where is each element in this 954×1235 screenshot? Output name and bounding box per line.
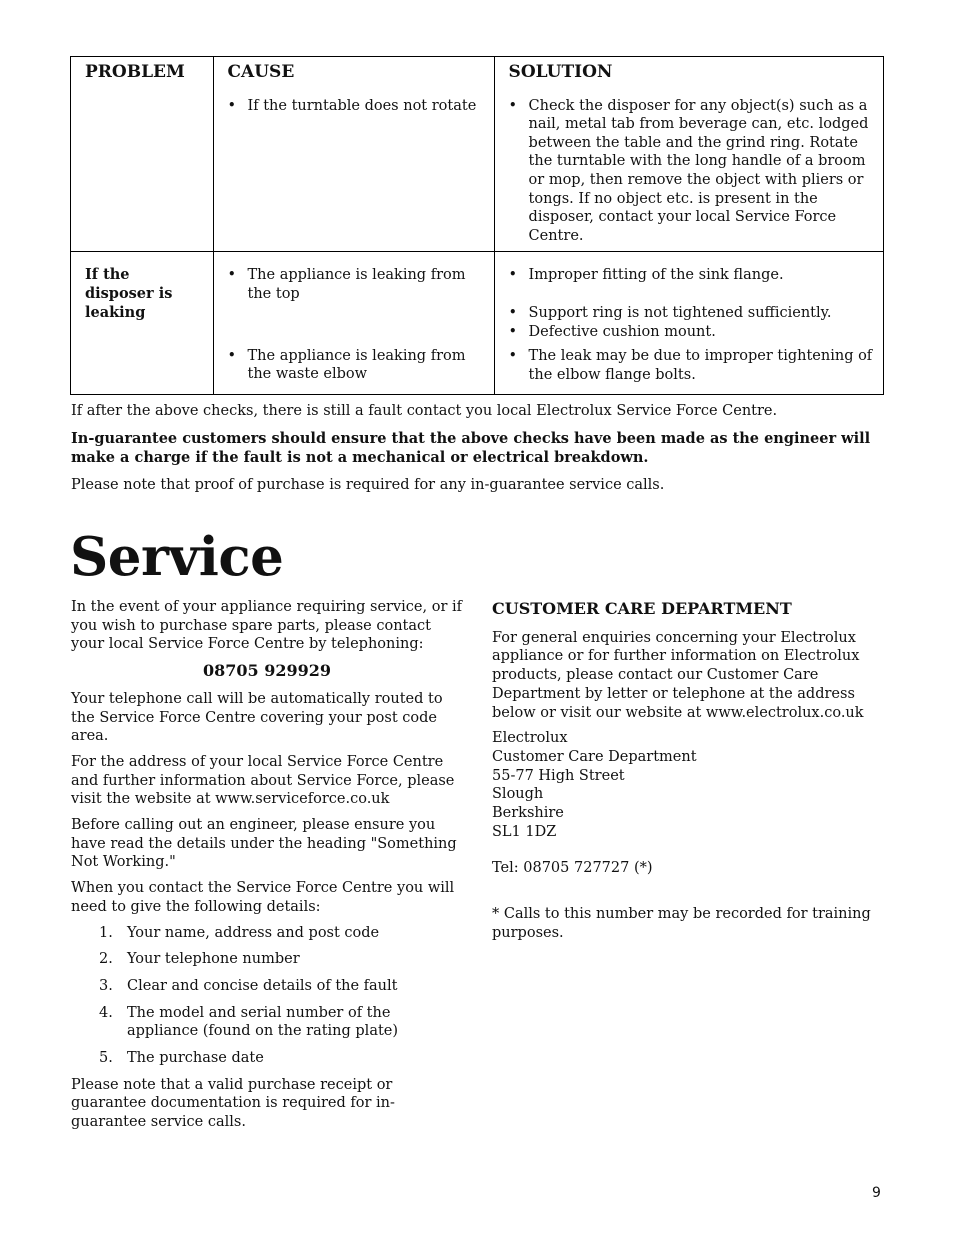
address-line: 55-77 High Street <box>492 767 625 784</box>
cause-item: • The appliance is leaking from the top <box>228 266 484 303</box>
problem-cell <box>71 252 214 395</box>
address-line: Electrolux <box>492 730 568 747</box>
address-line: Berkshire <box>492 805 564 822</box>
solution-item: • Improper fitting of the sink flange. <box>509 266 873 285</box>
receipt-note: Please note that a valid purchase receipt or guarantee documentation is required for in-guarantee service calls. <box>71 1076 395 1131</box>
problem-label: If the disposer is leaking <box>85 266 173 321</box>
customer-care-column <box>492 598 884 950</box>
customer-care-body: For general enquiries concerning your Electrolux appliance or for further information on Electrolux products, please contact our Customer Care Department by letter or telephone at the address below or visit our website at www.electrolux.co.uk <box>492 629 864 721</box>
customer-care-heading: CUSTOMER CARE DEPARTMENT <box>492 599 792 618</box>
routing-note: Your telephone call will be automatically routed to the Service Force Centre covering your post code area. <box>71 690 443 745</box>
details-list <box>71 924 463 1068</box>
proof-note: Please note that proof of purchase is required for any in-guarantee service calls. <box>71 477 665 493</box>
before-calling-note: Before calling out an engineer, please ensure you have read the details under the heading "Something Not Working." <box>71 817 457 871</box>
solution-cell <box>494 57 883 252</box>
list-item: 2. Your telephone number <box>99 951 300 968</box>
details-intro: When you contact the Service Force Centre you will need to give the following details: <box>71 880 455 915</box>
address-line: Slough <box>492 786 544 803</box>
table-row <box>71 57 884 252</box>
problem-header: PROBLEM <box>85 62 185 82</box>
footnote: * Calls to this number may be recorded for training purposes. <box>492 906 871 941</box>
cause-cell <box>213 57 494 252</box>
solution-cell <box>494 252 883 395</box>
solution-item: • The leak may be due to improper tightening of the elbow flange bolts. <box>509 347 873 384</box>
cause-header: CAUSE <box>227 62 295 82</box>
page-title: Service <box>70 526 284 588</box>
service-intro: In the event of your appliance requiring service, or if you wish to purchase spare parts, please contact your local Service Force Centre by telephoning: <box>71 599 462 653</box>
address-line: SL1 1DZ <box>492 823 557 840</box>
list-item: 4. The model and serial number of the appliance (found on the rating plate) <box>99 1004 399 1040</box>
solution-item: • Check the disposer for any object(s) such as a nail, metal tab from beverage can, etc. lodged between the table and the grind ring. Rotate the turntable with the long handle of a broom or mop, then remove the object with pliers or tongs. If no object etc. is present in the disposer, contact your local Service Force Centre. <box>509 97 873 246</box>
solution-header: SOLUTION <box>508 62 613 82</box>
address-line: Customer Care Department <box>492 748 697 765</box>
service-column <box>71 598 463 1139</box>
guarantee-warning: In-guarantee customers should ensure that the above checks have been made as the engineer will make a charge if the fault is not a mechanical or electrical breakdown. <box>71 430 871 466</box>
fault-note: If after the above checks, there is still a fault contact you local Electrolux Service Force Centre. <box>71 403 778 419</box>
cause-cell <box>213 252 494 395</box>
solution-item: • Defective cushion mount. <box>509 323 873 342</box>
cause-item: • The appliance is leaking from the waste elbow <box>228 347 484 384</box>
solution-item: • Support ring is not tightened sufficiently. <box>509 304 873 323</box>
problem-cell <box>71 57 214 252</box>
list-item: 3. Clear and concise details of the fault <box>99 977 398 994</box>
cause-item: • If the turntable does not rotate <box>228 97 484 116</box>
customer-care-tel: Tel: 08705 727727 (*) <box>492 860 653 877</box>
page-number: 9 <box>872 1185 881 1201</box>
website-info: For the address of your local Service Force Centre and further information about Service Force, please visit the website at www.serviceforce.co.uk <box>71 753 455 808</box>
list-item: 5. The purchase date <box>99 1050 264 1067</box>
address-block <box>492 729 884 841</box>
troubleshooting-table <box>70 56 884 395</box>
table-row <box>71 252 884 395</box>
service-phone: 08705 929929 <box>202 661 332 681</box>
list-item: 1. Your name, address and post code <box>99 924 380 941</box>
